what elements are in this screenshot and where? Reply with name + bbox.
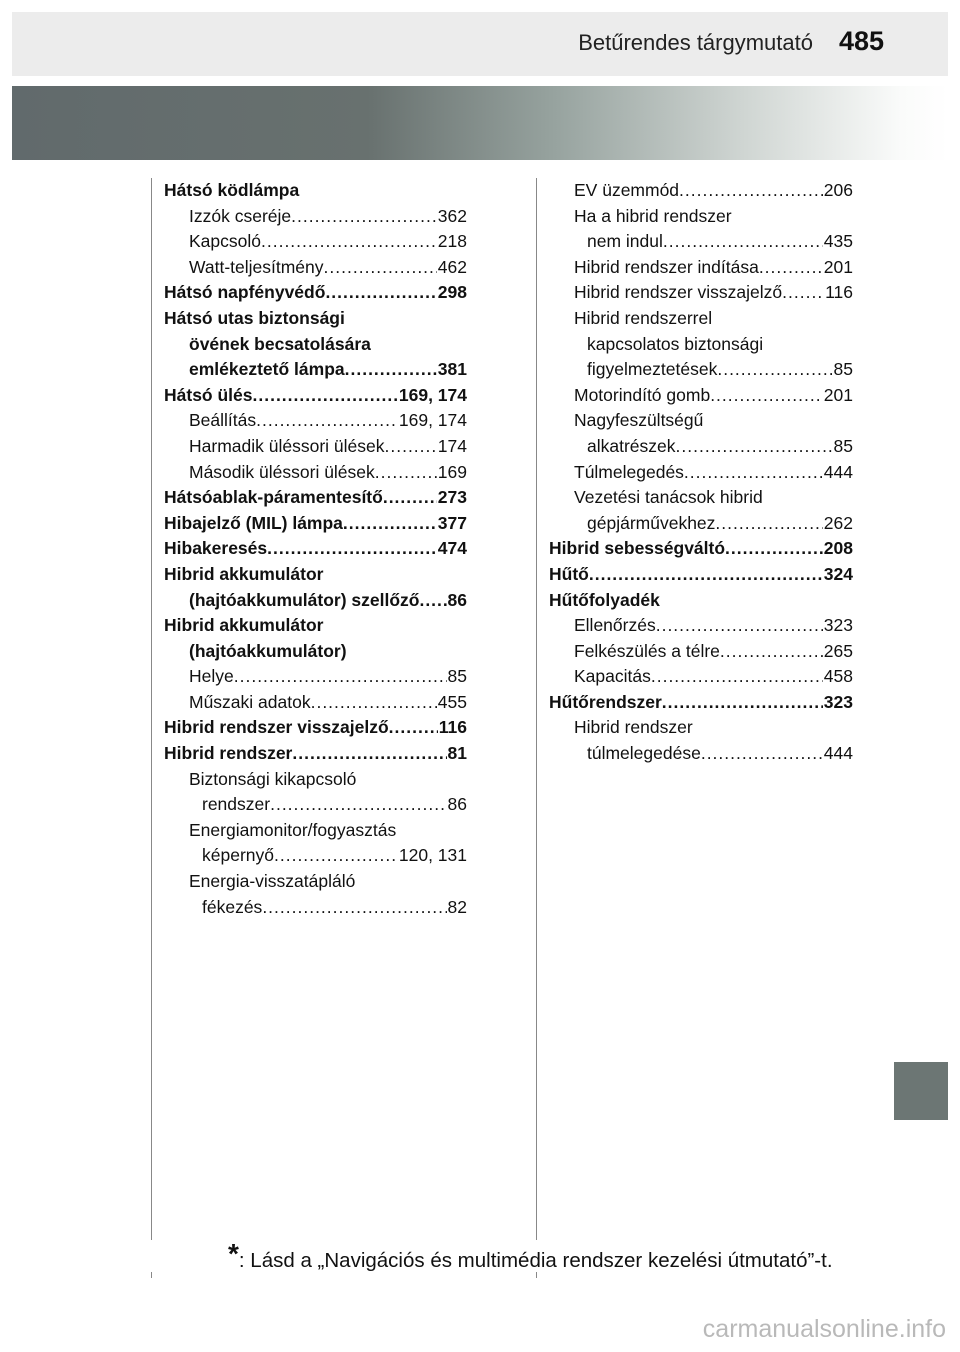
index-entry-text: Motorindító gomb xyxy=(574,384,711,405)
index-entry-page: 462 xyxy=(437,256,467,277)
index-entry xyxy=(549,741,853,767)
dot-leader xyxy=(256,408,398,434)
footnote xyxy=(228,1238,833,1273)
index-entry-page: 262 xyxy=(823,512,853,533)
index-entry-text: figyelmeztetések xyxy=(587,359,718,380)
index-entry-text: Felkészülés a télre xyxy=(574,640,720,661)
index-entry xyxy=(549,306,853,332)
dot-leader xyxy=(274,843,398,869)
dot-leader xyxy=(715,511,822,537)
header-title: Betűrendes tárgymutató xyxy=(578,30,813,55)
index-entry-text: Kapcsoló xyxy=(189,231,261,252)
index-entry xyxy=(164,715,467,741)
dot-leader xyxy=(679,178,823,204)
index-entry-text: (hajtóakkumulátor) szellőző xyxy=(189,589,420,610)
index-entry xyxy=(164,613,467,639)
index-entry-text: Ellenőrzés xyxy=(574,615,656,636)
dot-leader xyxy=(253,383,398,409)
index-entry-text: kapcsolatos biztonsági xyxy=(587,333,764,354)
index-entry xyxy=(549,715,853,741)
index-entry-page: 201 xyxy=(823,384,853,405)
index-entry xyxy=(164,357,467,383)
index-entry-text: (hajtóakkumulátor) xyxy=(189,640,347,661)
index-entry-text: Hibrid rendszer visszajelző xyxy=(164,717,389,738)
index-entry-page: 85 xyxy=(447,666,467,687)
index-entry xyxy=(549,229,853,255)
index-entry-text: Energia-visszatápláló xyxy=(189,871,356,892)
index-entry-text: Hibrid rendszerrel xyxy=(574,307,713,328)
index-entry-page: 218 xyxy=(437,231,467,252)
dot-leader xyxy=(651,664,823,690)
index-entry xyxy=(164,460,467,486)
index-entry xyxy=(164,690,467,716)
index-entry-text: Hűtő xyxy=(549,563,589,584)
dot-leader xyxy=(419,588,446,614)
index-entry-text: rendszer xyxy=(202,794,271,815)
index-entry-page: 120, 131 xyxy=(398,845,467,866)
index-entry xyxy=(549,357,853,383)
index-entry-text: Watt-teljesítmény xyxy=(189,256,324,277)
dot-leader xyxy=(292,741,446,767)
dot-leader xyxy=(343,511,437,537)
index-entry-page: 169, 174 xyxy=(398,410,467,431)
index-entry-text: Műszaki adatok xyxy=(189,691,311,712)
index-entry-text: Hátsó ködlámpa xyxy=(164,180,300,200)
footnote-marker: * xyxy=(228,1238,239,1269)
index-entry xyxy=(164,639,467,665)
index-entry-text: Kapacitás xyxy=(574,666,651,687)
index-entry-text: Hibrid rendszer xyxy=(574,717,693,738)
index-entry-page: 362 xyxy=(437,205,467,226)
index-entry-text: Harmadik üléssori ülések xyxy=(189,435,385,456)
dot-leader xyxy=(383,485,437,511)
index-entry xyxy=(549,460,853,486)
index-entry xyxy=(549,588,853,614)
index-entry xyxy=(164,767,467,793)
index-entry-page: 82 xyxy=(447,896,467,917)
index-entry-text: Hűtőfolyadék xyxy=(549,589,660,610)
index-entry xyxy=(549,204,853,230)
index-entry xyxy=(164,818,467,844)
index-entry xyxy=(164,306,467,332)
index-entry-text: Hibajelző (MIL) lámpa xyxy=(164,512,343,533)
index-entry xyxy=(549,639,853,665)
dot-leader xyxy=(291,204,437,230)
dot-leader xyxy=(662,690,823,716)
index-column-right xyxy=(549,178,853,767)
crop-mark xyxy=(536,1272,537,1278)
index-entry-text: Helye xyxy=(189,666,234,687)
index-entry-text: Ha a hibrid rendszer xyxy=(574,205,732,226)
dot-leader xyxy=(684,460,823,486)
dot-leader xyxy=(717,357,832,383)
index-entry-page: 116 xyxy=(438,717,467,738)
dot-leader xyxy=(389,715,438,741)
dot-leader xyxy=(385,434,437,460)
index-entry-text: Túlmelegedés xyxy=(574,461,684,482)
index-entry-page: 174 xyxy=(437,435,467,456)
index-entry xyxy=(549,562,853,588)
index-entry-text: gépjárművekhez xyxy=(587,512,716,533)
index-entry-page: 206 xyxy=(823,180,853,200)
index-entry-text: Beállítás xyxy=(189,410,257,431)
index-entry xyxy=(549,613,853,639)
watermark: carmanualsonline.info xyxy=(702,1315,946,1343)
page-number: 485 xyxy=(838,26,884,56)
dot-leader xyxy=(589,562,823,588)
index-entry-page: 85 xyxy=(833,359,853,380)
index-entry-text: képernyő xyxy=(202,845,274,866)
index-entry-page: 323 xyxy=(823,691,853,712)
index-entry-page: 116 xyxy=(825,282,853,303)
index-entry-page: 208 xyxy=(823,538,853,559)
index-entry-page: 435 xyxy=(823,231,853,252)
index-entry-text: túlmelegedése xyxy=(587,743,701,764)
index-entry xyxy=(164,588,467,614)
index-entry-text: Biztonsági kikapcsoló xyxy=(189,768,357,789)
index-entry-page: 265 xyxy=(823,640,853,661)
index-entry xyxy=(164,485,467,511)
dot-leader xyxy=(324,255,437,281)
index-entry xyxy=(549,690,853,716)
footnote-text: : Lásd a „Navigációs és multimédia rendszer kezelési útmutató”-t. xyxy=(238,1249,833,1272)
index-entry xyxy=(164,792,467,818)
index-entry xyxy=(164,383,467,409)
index-entry-page: 377 xyxy=(437,512,467,533)
index-entry-text: Hibrid rendszer indítása xyxy=(574,256,759,277)
index-entry xyxy=(164,255,467,281)
dot-leader xyxy=(311,690,437,716)
index-entry xyxy=(549,511,853,537)
index-entry xyxy=(549,485,853,511)
index-entry xyxy=(164,511,467,537)
index-entry xyxy=(164,178,467,204)
dot-leader xyxy=(345,357,437,383)
index-entry-text: Nagyfeszültségű xyxy=(574,410,704,431)
index-entry-text: övének becsatolására xyxy=(189,333,371,354)
index-entry xyxy=(164,869,467,895)
dot-leader xyxy=(262,895,446,921)
index-entry-page: 458 xyxy=(823,666,853,687)
index-entry xyxy=(549,255,853,281)
index-entry-text: Hűtőrendszer xyxy=(549,691,662,712)
index-entry xyxy=(549,664,853,690)
index-entry xyxy=(164,332,467,358)
index-entry xyxy=(164,895,467,921)
dot-leader xyxy=(725,536,823,562)
index-entry xyxy=(164,843,467,869)
dot-leader xyxy=(234,664,447,690)
dot-leader xyxy=(676,434,833,460)
index-entry-text: Izzók cseréje xyxy=(189,205,292,226)
index-entry-page: 169 xyxy=(437,461,467,482)
index-entry-page: 455 xyxy=(437,691,467,712)
index-entry-text: Hátsó ülés xyxy=(164,384,253,405)
decorative-gradient-band xyxy=(12,86,948,160)
crop-mark xyxy=(151,1272,152,1278)
index-entry-page: 273 xyxy=(437,487,467,508)
index-entry-text: Vezetési tanácsok hibrid xyxy=(574,487,763,508)
index-entry-text: fékezés xyxy=(202,896,263,917)
dot-leader xyxy=(270,792,446,818)
index-entry-text: Hibrid akkumulátor xyxy=(164,563,324,584)
index-entry-page: 86 xyxy=(447,794,467,815)
dot-leader xyxy=(759,255,823,281)
index-entry xyxy=(549,178,853,204)
index-entry-text: Második üléssori ülések xyxy=(189,461,375,482)
index-entry xyxy=(549,332,853,358)
dot-leader xyxy=(720,639,823,665)
index-entry-text: alkatrészek xyxy=(587,435,676,456)
index-entry-page: 444 xyxy=(823,461,853,482)
dot-leader xyxy=(782,280,824,306)
index-entry-page: 81 xyxy=(447,743,467,764)
index-entry xyxy=(164,741,467,767)
index-entry-page: 201 xyxy=(823,256,853,277)
dot-leader xyxy=(261,229,437,255)
index-entry xyxy=(164,408,467,434)
index-entry-page: 474 xyxy=(437,538,467,559)
index-entry xyxy=(164,562,467,588)
index-entry-page: 298 xyxy=(437,282,467,303)
index-entry-page: 444 xyxy=(823,743,853,764)
index-entry-text: nem indul xyxy=(587,231,663,252)
index-entry xyxy=(549,280,853,306)
index-entry-text: EV üzemmód xyxy=(574,180,680,200)
index-entry-page: 381 xyxy=(437,359,467,380)
index-entry-text: Energiamonitor/fogyasztás xyxy=(189,819,397,840)
dot-leader xyxy=(375,460,437,486)
dot-leader xyxy=(267,536,437,562)
index-entry-page: 85 xyxy=(833,435,853,456)
left-column-rule xyxy=(151,178,152,1240)
dot-leader xyxy=(656,613,823,639)
index-column-left xyxy=(164,178,467,920)
page-header xyxy=(12,12,948,76)
dot-leader xyxy=(663,229,823,255)
index-entry xyxy=(164,536,467,562)
index-entry-text: Hibrid rendszer visszajelző xyxy=(574,282,783,303)
index-entry-text: Hátsó napfényvédő xyxy=(164,282,326,303)
index-entry-text: Hátsó utas biztonsági xyxy=(164,307,345,328)
index-entry-page: 86 xyxy=(447,589,467,610)
index-entry-text: Hibakeresés xyxy=(164,538,268,559)
index-entry-page: 324 xyxy=(823,563,853,584)
dot-leader xyxy=(710,383,823,409)
index-entry-page: 323 xyxy=(823,615,853,636)
index-entry xyxy=(164,664,467,690)
middle-column-rule xyxy=(536,178,537,1240)
index-entry xyxy=(549,408,853,434)
index-entry-text: Hibrid akkumulátor xyxy=(164,615,324,636)
dot-leader xyxy=(325,280,436,306)
index-entry xyxy=(164,280,467,306)
index-entry-text: emlékeztető lámpa xyxy=(189,359,345,380)
index-entry xyxy=(164,434,467,460)
index-entry xyxy=(164,229,467,255)
index-entry-page: 169, 174 xyxy=(398,384,467,405)
index-entry xyxy=(549,434,853,460)
index-entry-text: Hibrid rendszer xyxy=(164,743,293,764)
dot-leader xyxy=(701,741,823,767)
index-entry xyxy=(549,536,853,562)
index-entry-text: Hibrid sebességváltó xyxy=(549,538,726,559)
index-entry-text: Hátsóablak-páramentesítő xyxy=(164,487,383,508)
section-thumb-tab xyxy=(894,1062,948,1120)
index-entry xyxy=(164,204,467,230)
index-entry xyxy=(549,383,853,409)
